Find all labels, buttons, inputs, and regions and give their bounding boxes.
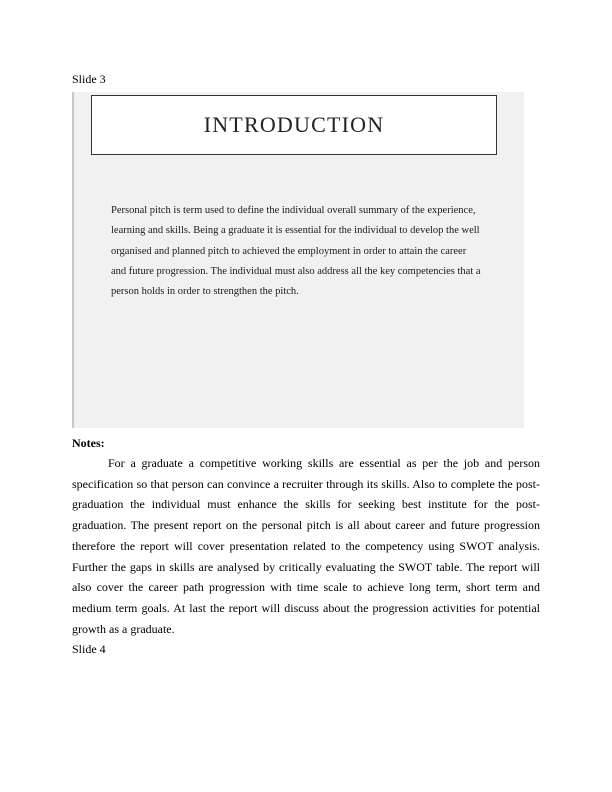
slide-3-thumbnail bbox=[72, 92, 524, 428]
slide-body-text: Personal pitch is term used to define the individual overall summary of the experience, learning and skills. Being a graduate it is essential for the individual to develop the well organised and planned pitch to achieved the employment in order to attain the career and future progression. The individual must also address all the key competencies that a person holds in order to strengthen the pitch. bbox=[111, 205, 481, 298]
slide-title: INTRODUCTION bbox=[203, 112, 385, 137]
slide-title-box bbox=[91, 95, 497, 155]
notes-heading: Notes: bbox=[72, 436, 105, 450]
slide-4-label: Slide 4 bbox=[72, 642, 106, 656]
notes-body-text: For a graduate a competitive working skills are essential as per the job and person specification so that person can convince a recruiter through its skills. Also to complete the post-graduation the individual must enhance the skills for seeking best institute for the post-graduation. The present report on the personal pitch is all about career and future progression therefore the report will cover presentation related to the competency using SWOT analysis. Further the gaps in skills are analysed by critically evaluating the SWOT table. The report will also cover the career path progression with time scale to achieve long term, short term and medium term goals. At last the report will discuss about the progression activities for potential growth as a graduate. bbox=[72, 456, 540, 636]
slide-3-label: Slide 3 bbox=[72, 72, 106, 86]
